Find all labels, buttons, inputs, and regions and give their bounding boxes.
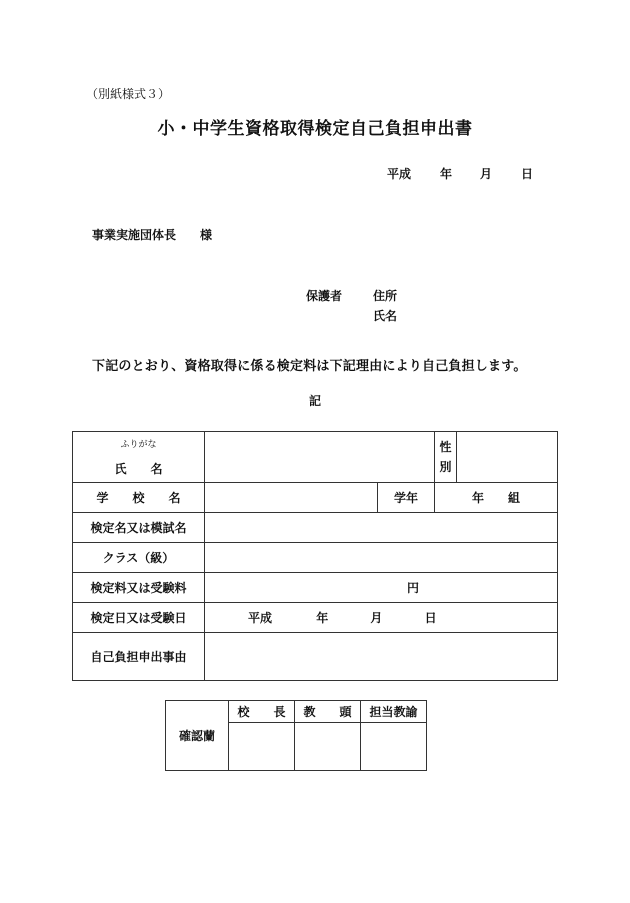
vice-principal-label: 教 頭 bbox=[295, 701, 361, 723]
fee-label: 検定料又は受験料 bbox=[73, 573, 205, 603]
teacher-label: 担当教諭 bbox=[361, 701, 427, 723]
addressee: 事業実施団体長 様 bbox=[92, 228, 213, 242]
form-number: （別紙様式３） bbox=[86, 87, 171, 101]
guardian-name-label: 氏名 bbox=[373, 309, 398, 323]
gender-label-2: 別 bbox=[439, 460, 452, 474]
date-year: 年 bbox=[440, 167, 453, 181]
exam-date-year: 年 bbox=[316, 611, 329, 625]
statement: 下記のとおり、資格取得に係る検定料は下記理由により自己負担します。 bbox=[92, 359, 527, 374]
exam-date-field[interactable] bbox=[205, 603, 558, 633]
table-row bbox=[73, 432, 558, 483]
guardian-address-label: 住所 bbox=[373, 289, 398, 303]
gender-field[interactable] bbox=[457, 432, 558, 483]
grade-class-field[interactable]: 年 組 bbox=[435, 483, 558, 513]
school-label: 学 校 名 bbox=[73, 483, 205, 513]
name-field[interactable] bbox=[205, 432, 435, 483]
exam-date-label: 検定日又は受験日 bbox=[73, 603, 205, 633]
grade-label: 学年 bbox=[378, 483, 435, 513]
school-field[interactable] bbox=[205, 483, 378, 513]
guardian-label: 保護者 bbox=[306, 289, 343, 303]
furigana-label: ふりがな bbox=[120, 440, 157, 450]
exam-name-label: 検定名又は模試名 bbox=[73, 513, 205, 543]
reason-field[interactable] bbox=[205, 633, 558, 681]
class-level-field[interactable] bbox=[205, 543, 558, 573]
exam-name-field[interactable] bbox=[205, 513, 558, 543]
table-row bbox=[73, 573, 558, 603]
ki-heading: 記 bbox=[308, 394, 321, 408]
name-label: 氏 名 bbox=[114, 462, 163, 476]
name-label-cell bbox=[73, 432, 205, 483]
exam-date-era: 平成 bbox=[248, 611, 273, 625]
gender-label-1: 性 bbox=[439, 440, 452, 454]
reason-label: 自己負担申出事由 bbox=[73, 633, 205, 681]
vice-principal-seal-field[interactable] bbox=[295, 723, 361, 771]
table-row bbox=[73, 633, 558, 681]
table-row bbox=[166, 701, 427, 723]
gender-label-cell bbox=[435, 432, 457, 483]
principal-label: 校 長 bbox=[229, 701, 295, 723]
application-table bbox=[72, 431, 558, 681]
table-row bbox=[73, 603, 558, 633]
date-month: 月 bbox=[480, 167, 493, 181]
yen-unit: 円 bbox=[407, 581, 420, 595]
teacher-seal-field[interactable] bbox=[361, 723, 427, 771]
confirmation-table bbox=[165, 700, 427, 771]
table-row bbox=[73, 513, 558, 543]
exam-date-day: 日 bbox=[424, 611, 437, 625]
table-row bbox=[73, 543, 558, 573]
confirmation-label: 確認蘭 bbox=[166, 701, 229, 771]
document-title: 小・中学生資格取得検定自己負担申出書 bbox=[157, 119, 473, 139]
table-row bbox=[73, 483, 558, 513]
exam-date-month: 月 bbox=[370, 611, 383, 625]
date-day: 日 bbox=[521, 167, 534, 181]
class-level-label: クラス（級） bbox=[73, 543, 205, 573]
date-era: 平成 bbox=[387, 167, 412, 181]
principal-seal-field[interactable] bbox=[229, 723, 295, 771]
fee-field[interactable] bbox=[205, 573, 558, 603]
